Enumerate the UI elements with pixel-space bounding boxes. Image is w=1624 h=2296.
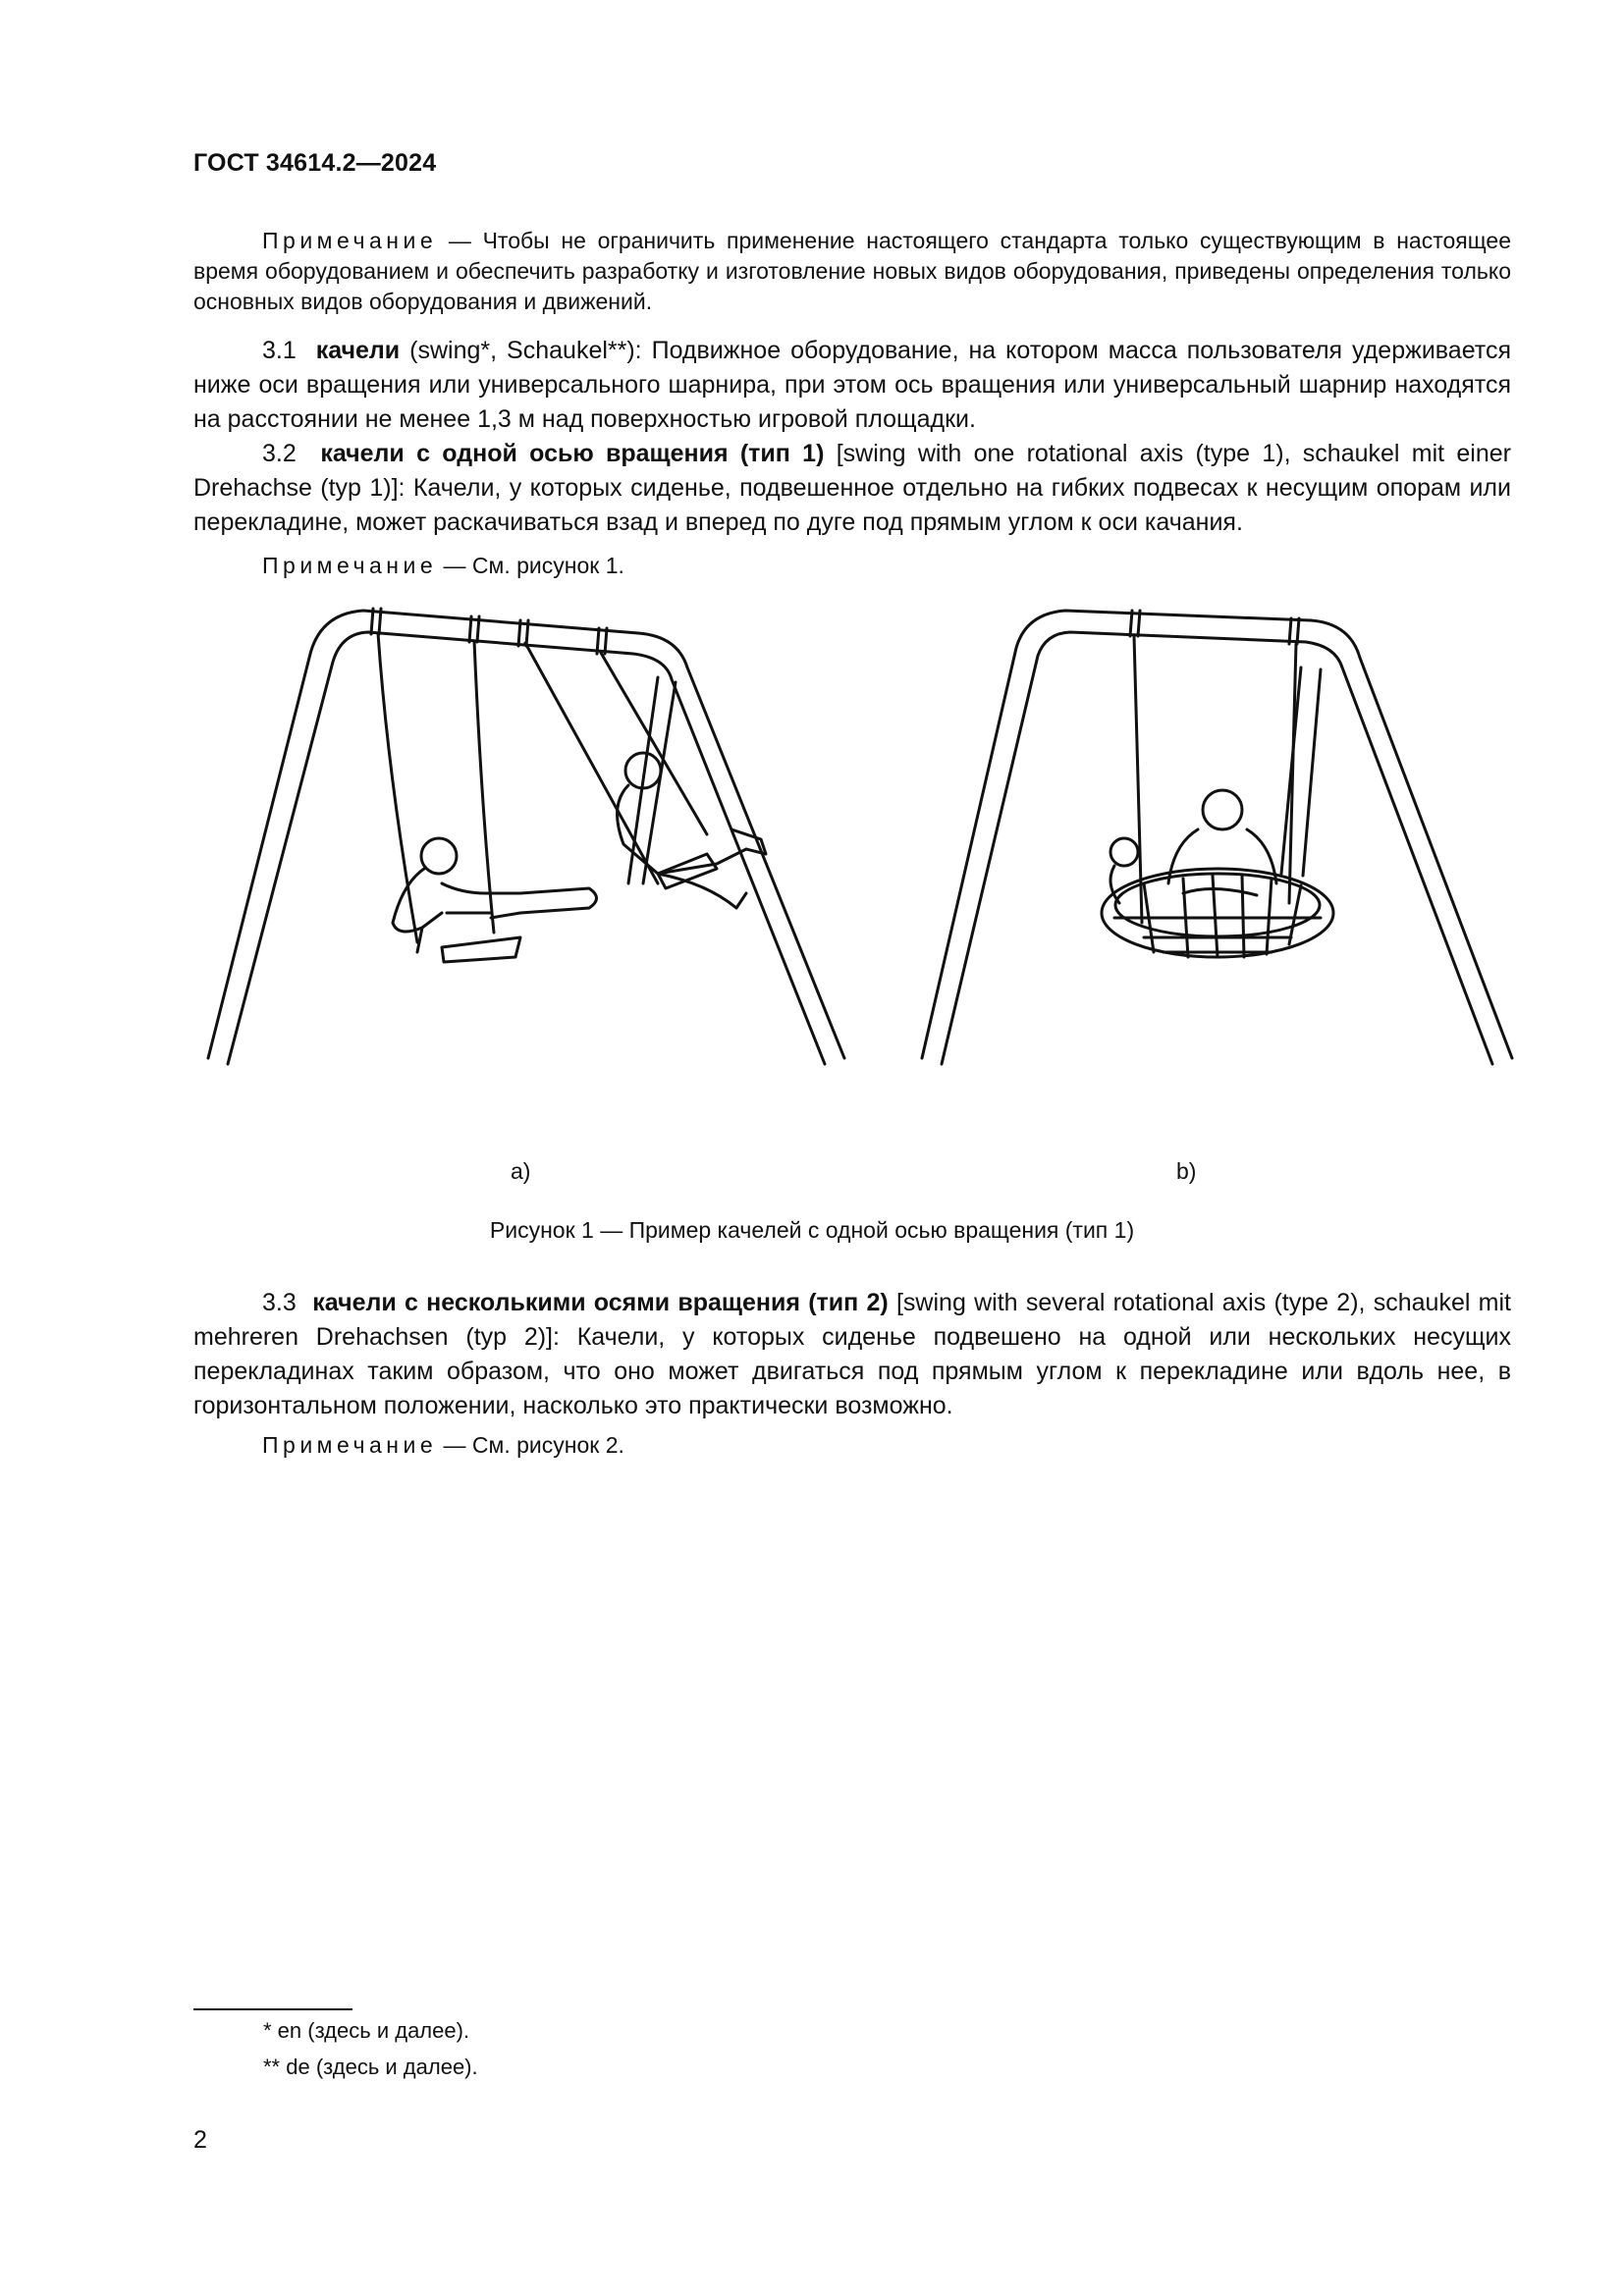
- definition-3-2: [193, 437, 1511, 540]
- definition-3-1: [193, 334, 1511, 437]
- figure-1a-label: а): [511, 1158, 531, 1184]
- figure-1b-label: b): [1176, 1158, 1197, 1184]
- definition-text: [swing with several rotational axis (type 2), schaukel mit mehreren Drehachsen (typ 2)]: Качели, у которых сиденье подвешено на одной или нескольких несущих перекладинах таким образом, что оно может двигаться под прямым углом к перекладине или вдоль нее, в горизонтальном положении, насколько это практически возможно.: [193, 1289, 1511, 1419]
- definition-number: 3.2: [262, 440, 297, 467]
- figure-1-caption: Рисунок 1 — Пример качелей с одной осью вращения (тип 1): [489, 1217, 1135, 1243]
- definition-number: 3.1: [262, 337, 297, 364]
- footnote-separator: [193, 2008, 352, 2010]
- document-header: ГОСТ 34614.2—2024: [193, 149, 437, 177]
- footnote-1: * en (здесь и далее).: [263, 2018, 470, 2043]
- note-2: [193, 551, 1511, 581]
- note-label: Примечание: [262, 228, 438, 253]
- definition-term: качели: [315, 337, 401, 364]
- footnote-2: ** de (здесь и далее).: [263, 2055, 478, 2079]
- note-1: [193, 226, 1511, 317]
- note-3: [193, 1430, 1511, 1461]
- definition-text: (swing*, Schaukel**): Подвижное оборудование, на котором масса пользователя удерживается ниже оси вращения или универсального шарнира, при этом ось вращения или универсальный шарнир находятся на расстоянии не менее 1,3 м над поверхностью игровой площадки.: [193, 337, 1511, 433]
- figure-1a-illustration: [196, 589, 903, 1080]
- figure-1b-illustration: [918, 589, 1522, 1080]
- definition-text: [swing with one rotational axis (type 1), schaukel mit einer Drehachse (typ 1)]: Качели, у которых сиденье, подвешенное отдельно на гибких подвесах к несущим опорам или перекладине, может раскачиваться взад и вперед по дуге под прямым углом к оси качания.: [193, 440, 1511, 536]
- definition-number: 3.3: [262, 1289, 297, 1316]
- definition-term: качели с несколькими осями вращения (тип 2): [312, 1289, 889, 1316]
- definition-term: качели с одной осью вращения (тип 1): [320, 440, 825, 467]
- definition-3-3: [193, 1286, 1511, 1423]
- note-text: — См. рисунок 2.: [437, 1432, 624, 1458]
- note-label: Примечание: [262, 1432, 438, 1458]
- note-text: — Чтобы не ограничить применение настоящего стандарта только существующим в настоящее время оборудованием и обеспечить разработку и изготовление новых видов оборудования, приведены определения только основных видов оборудования и движений.: [193, 228, 1511, 314]
- note-text: — См. рисунок 1.: [437, 553, 624, 578]
- note-label: Примечание: [262, 553, 438, 578]
- page-number: 2: [193, 2126, 207, 2154]
